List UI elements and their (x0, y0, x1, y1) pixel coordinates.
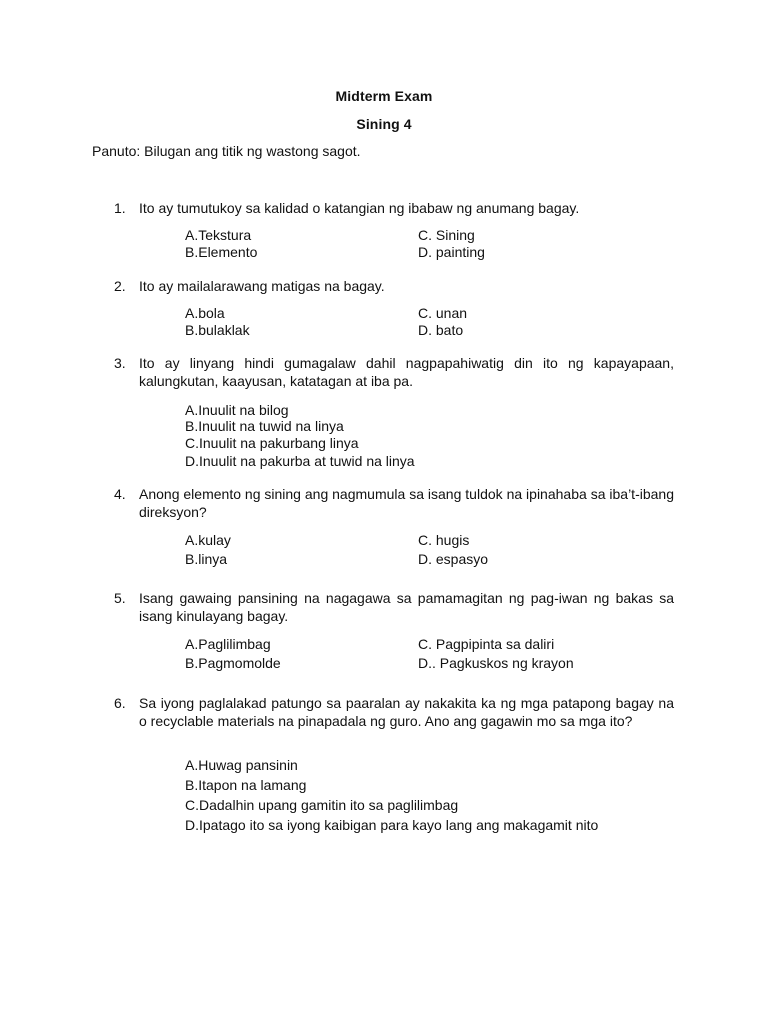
option-d: D. painting (418, 244, 485, 260)
option-d: D.. Pagkuskos ng krayon (418, 655, 574, 671)
option-c: C. Pagpipinta sa daliri (418, 636, 555, 652)
question-text: Ito ay mailalarawang matigas na bagay. (139, 278, 385, 294)
option-a: A.Huwag pansinin (185, 757, 298, 773)
option-a: A.bola (185, 305, 225, 321)
question-number: 2. (114, 278, 126, 294)
question-number: 5. (114, 590, 126, 606)
option-b: B.Itapon na lamang (185, 777, 307, 793)
question-3 (114, 354, 674, 390)
question-number: 1. (114, 200, 126, 216)
question-5 (114, 589, 674, 625)
question-1 (114, 199, 674, 217)
exam-subject: Sining 4 (356, 116, 412, 132)
question-number: 4. (114, 486, 126, 502)
question-text: Sa iyong paglalakad patungo sa paaralan ay nakakita ka ng mga patapong bagay na o recyclable materials na pinapadala ng guro. Ano ang gagawin mo sa mga ito? (139, 695, 674, 729)
question-number: 6. (114, 695, 126, 711)
option-a: A.kulay (185, 532, 231, 548)
option-d: D. espasyo (418, 551, 489, 567)
question-text: Ito ay linyang hindi gumagalaw dahil nagpapahiwatig din ito ng kapayapaan, kalungkutan, kaayusan, katatagan at iba pa. (139, 355, 674, 389)
option-c: C. hugis (418, 532, 470, 548)
question-text: Anong elemento ng sining ang nagmumula sa isang tuldok na ipinahaba sa iba’t-ibang direksyon? (139, 486, 674, 520)
option-a: A.Inuulit na bilog (185, 402, 289, 418)
exam-title: Midterm Exam (335, 88, 433, 104)
option-b: B.Elemento (185, 244, 258, 260)
option-b: B.linya (185, 551, 228, 567)
option-d: D. bato (418, 322, 464, 338)
option-b: B.bulaklak (185, 322, 250, 338)
option-c: C. Sining (418, 227, 475, 243)
option-a: A.Paglilimbag (185, 636, 271, 652)
question-number: 3. (114, 355, 126, 371)
option-a: A.Tekstura (185, 227, 252, 243)
question-6 (114, 694, 674, 730)
question-text: Isang gawaing pansining na nagagawa sa pamamagitan ng pag-iwan ng bakas sa isang kinulayang bagay. (139, 590, 674, 624)
option-c: C.Inuulit na pakurbang linya (185, 435, 359, 451)
instructions: Panuto: Bilugan ang titik ng wastong sagot. (92, 143, 361, 159)
option-c: C. unan (418, 305, 468, 321)
option-d: D.Inuulit na pakurba at tuwid na linya (185, 453, 415, 469)
question-text: Ito ay tumutukoy sa kalidad o katangian ng ibabaw ng anumang bagay. (139, 200, 580, 216)
option-d: D.Ipatago ito sa iyong kaibigan para kayo lang ang makagamit nito (185, 817, 599, 833)
option-c: C.Dadalhin upang gamitin ito sa paglilimbag (185, 797, 459, 813)
question-2 (114, 277, 674, 295)
option-b: B.Inuulit na tuwid na linya (185, 418, 344, 434)
question-4 (114, 485, 674, 521)
option-b: B.Pagmomolde (185, 655, 281, 671)
